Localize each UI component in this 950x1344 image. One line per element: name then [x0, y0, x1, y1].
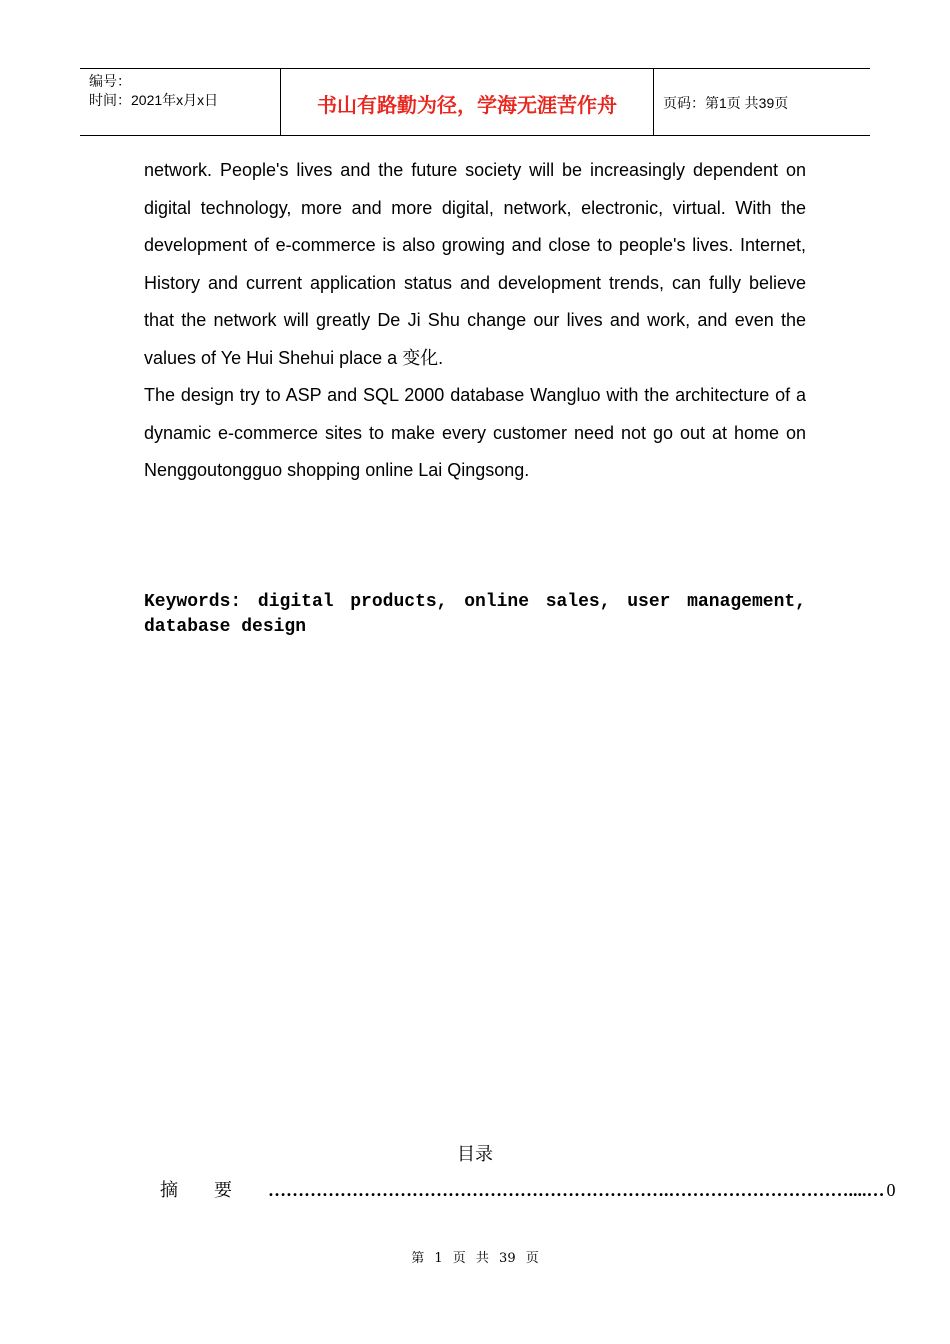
- document-number-label: 编号：: [89, 73, 131, 89]
- toc-title: 目录: [457, 1144, 493, 1165]
- header-motto: 书山有路勤为径，学海无涯苦作舟: [281, 69, 654, 135]
- page-footer: 第 1 页 共 39 页: [411, 1251, 539, 1266]
- toc-entry-label: 摘要: [160, 1180, 268, 1200]
- page-header: [80, 68, 870, 136]
- toc-entry-page: 0: [886, 1180, 896, 1200]
- toc-entry[interactable]: [160, 1176, 896, 1202]
- abstract-paragraph-2: The design try to ASP and SQL 2000 database Wangluo with the architecture of a dynamic e-commerce sites to make every customer need not go out at home on Nenggoutongguo shopping online Lai Qingsong.: [144, 385, 806, 480]
- abstract-paragraph-1: network. People's lives and the future society will be increasingly dependent on digital technology, more and more digital, network, electronic, virtual. With the development of e-commerce is also growing and close to people's lives. Internet, History and current application status and development trends, can fully believe that the network will greatly De Ji Shu change our lives and work, and even the values of Ye Hui Shehui place a 变化.: [144, 160, 806, 368]
- header-meta: [80, 69, 281, 135]
- toc-entry-leader: ………………………………………………………….…………………………....…: [268, 1180, 885, 1200]
- header-page-info: 页码：第1页 共39页: [663, 95, 789, 111]
- keywords: Keywords: digital products, online sales, user management, database design: [144, 592, 806, 637]
- abstract-body: [144, 152, 806, 490]
- document-date: 时间：2021年x月x日: [89, 92, 219, 108]
